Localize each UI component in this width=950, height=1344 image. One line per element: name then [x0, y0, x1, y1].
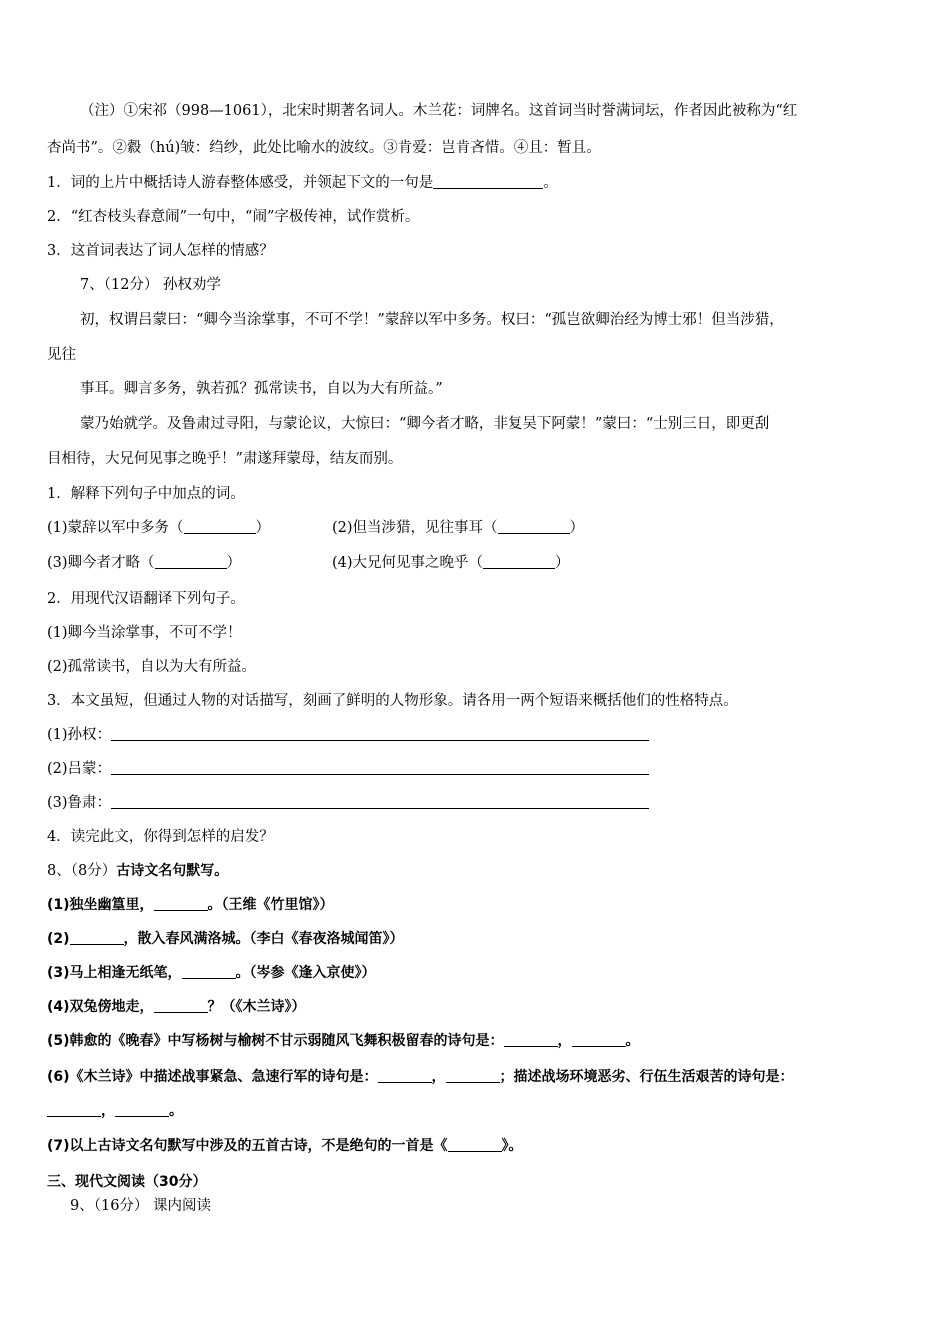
answer-blank[interactable]: [572, 1032, 626, 1047]
q7-sub-2: 2．用现代汉语翻译下列句子。: [47, 591, 245, 607]
q7-sub-1: 1．解释下列句子中加点的词。: [47, 486, 245, 502]
q8-header: 8、（8分）古诗文名句默写。: [47, 863, 229, 879]
answer-blank[interactable]: [446, 1068, 500, 1083]
q8-line-2: (2) ，散入春风满洛城。（李白《春夜洛城闻笛》）: [47, 931, 404, 947]
q7-sub-1-b: (2)但当涉猎，见往事耳（ ）: [332, 520, 585, 536]
q7-sub-3-a: (1)孙权：: [47, 725, 649, 745]
answer-blank[interactable]: [184, 519, 256, 534]
answer-blank[interactable]: [182, 964, 236, 979]
answer-blank[interactable]: [498, 519, 570, 534]
answer-line[interactable]: [111, 726, 649, 741]
q8-line-6: (6)《木兰诗》中描述战事紧急、急速行军的诗句是： ， ；描述战场环境恶劣、行伍生活艰苦的诗句是：: [47, 1069, 794, 1085]
q8-line-6-cont: ， 。: [47, 1101, 183, 1121]
q7-sub-3-b: (2)吕蒙：: [47, 759, 649, 779]
q6-item-1: 1．词的上片中概括诗人游春整体感受，并领起下文的一句是 。: [47, 175, 558, 191]
q7-para-2a: 蒙乃始就学。及鲁肃过寻阳，与蒙论议，大惊曰：“卿今者才略，非复吴下阿蒙！”蒙曰：“士别三日，即更刮: [80, 416, 770, 432]
q7-sub-2-b: (2)孤常读书，自以为大有所益。: [47, 659, 257, 675]
q7-sub-4: 4．读完此文，你得到怎样的启发？: [47, 829, 274, 845]
q7-para-1a: 初，权谓吕蒙曰：“卿今当涂掌事，不可不学！”蒙辞以军中多务。权曰：“孤岂欲卿治经为博士邪！但当涉猎，: [80, 312, 784, 328]
answer-line[interactable]: [111, 794, 649, 809]
answer-blank[interactable]: [70, 930, 124, 945]
q7-sub-3-c: (3)鲁肃：: [47, 793, 649, 813]
answer-blank[interactable]: [154, 896, 208, 911]
q7-sub-3: 3．本文虽短，但通过人物的对话描写，刻画了鲜明的人物形象。请各用一两个短语来概括他们的性格特点。: [47, 693, 738, 709]
q8-line-1: (1)独坐幽篁里， 。（王维《竹里馆》）: [47, 897, 334, 913]
q8-line-4: (4)双兔傍地走， ？（《木兰诗》）: [47, 999, 306, 1015]
q9-header: 9、（16分） 课内阅读: [70, 1198, 212, 1214]
q7-sub-1-a: (1)蒙辞以军中多务（ ）: [47, 520, 271, 536]
q8-line-5: (5)韩愈的《晚春》中写杨树与榆树不甘示弱随风飞舞积极留春的诗句是： ， 。: [47, 1033, 640, 1049]
answer-blank[interactable]: [155, 554, 227, 569]
answer-blank[interactable]: [448, 1137, 502, 1152]
answer-blank[interactable]: [433, 174, 543, 189]
q7-header: 7、（12分） 孙权劝学: [80, 277, 222, 293]
q7-para-1c: 事耳。卿言多务，孰若孤？孤常读书，自以为大有所益。”: [80, 381, 443, 397]
q7-sub-2-a: (1)卿今当涂掌事，不可不学！: [47, 625, 242, 641]
q7-para-1b: 见往: [47, 347, 76, 363]
answer-blank[interactable]: [47, 1102, 101, 1117]
answer-blank[interactable]: [504, 1032, 558, 1047]
note-line-2: 杏尚书”。②縠（hú)皱：绉纱，此处比喻水的波纹。③肯爱：岂肯吝惜。④且：暂且。: [47, 140, 601, 156]
answer-line[interactable]: [111, 760, 649, 775]
answer-blank[interactable]: [378, 1068, 432, 1083]
note-line-1: （注）①宋祁（998—1061），北宋时期著名词人。木兰花：词牌名。这首词当时誉满词坛，作者因此被称为“红: [80, 103, 798, 119]
q8-line-7: (7)以上古诗文名句默写中涉及的五首古诗，不是绝句的一首是《 》。: [47, 1138, 523, 1154]
q6-item-2: 2．“红杏枝头春意闹”一句中，“闹”字极传神，试作赏析。: [47, 209, 420, 225]
q7-para-2b: 目相待，大兄何见事之晚乎！”肃遂拜蒙母，结友而别。: [47, 451, 403, 467]
q7-sub-1-d: (4)大兄何见事之晚乎（ ）: [332, 555, 570, 571]
section-3-title: 三、现代文阅读（30分）: [47, 1174, 207, 1190]
answer-blank[interactable]: [115, 1102, 169, 1117]
q8-line-3: (3)马上相逢无纸笔， 。（岑参《逢入京使》）: [47, 965, 376, 981]
answer-blank[interactable]: [483, 554, 555, 569]
q7-sub-1-c: (3)卿今者才略（ ）: [47, 555, 242, 571]
answer-blank[interactable]: [154, 998, 208, 1013]
q6-item-3: 3．这首词表达了词人怎样的情感？: [47, 243, 274, 259]
